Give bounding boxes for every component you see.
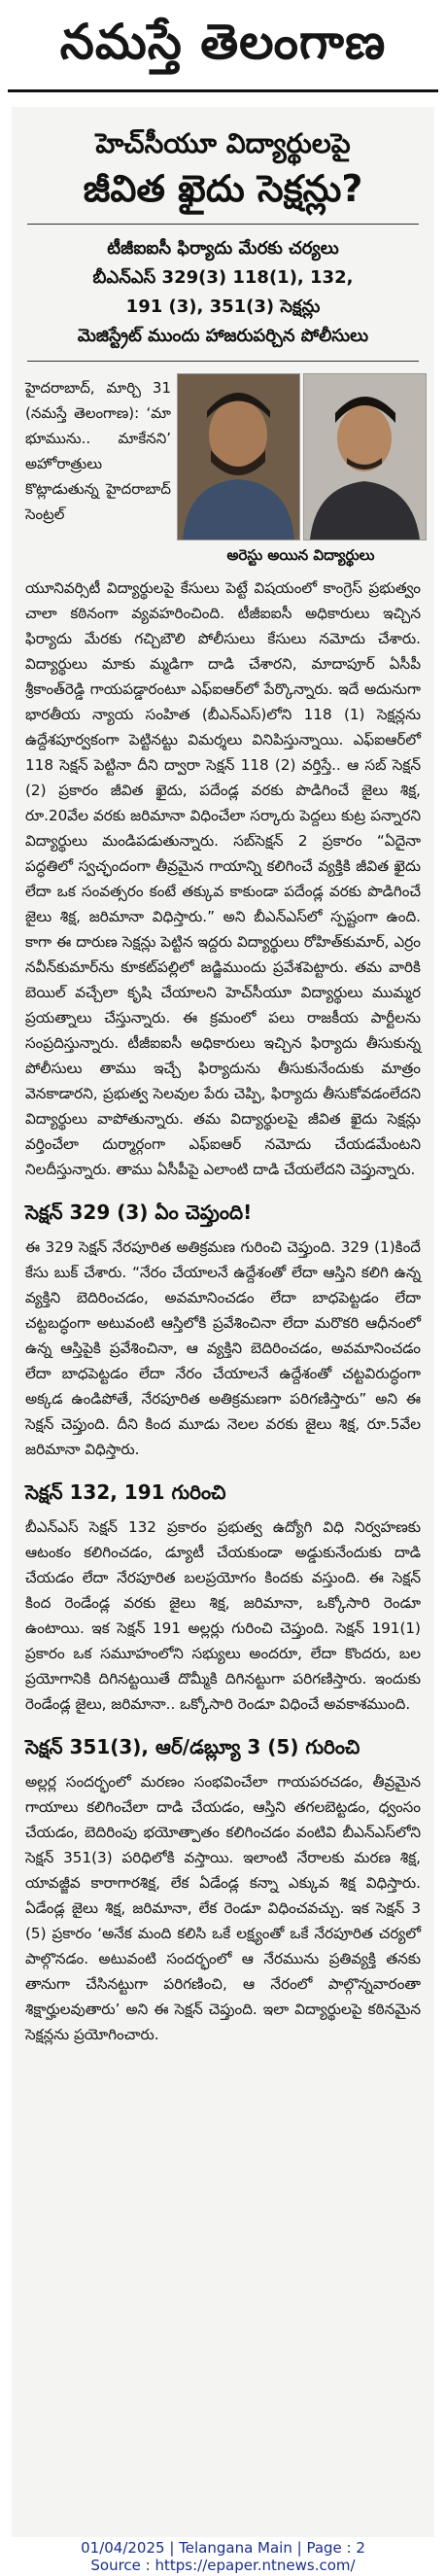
section-heading: సెక్షన్‌ 132, 191 గురించి bbox=[25, 1480, 226, 1504]
headline bbox=[21, 124, 425, 214]
section-body bbox=[25, 1769, 421, 2047]
person-1-icon bbox=[178, 374, 299, 540]
body-paragraph: యూనివర్సిటీ విద్యార్థులపై కేసులు పెట్టే విషయంలో కాంగ్రెస్‌ ప్రభుత్వం చాలా కఠినంగా వ్యవహరించింది. టీజీఐఐసీ అధికారులు ఇచ్చిన ఫిర్యాదు మేరకు గచ్చిబౌలి పోలీసులు కేసులు నమోదు చేశారు. విద్యార్థులు మాకు మ్మడిగా దాడి చేశారని, మాదాపూర్‌ ఏసీపీ శ్రీకాంత్‌రెడ్డి గాయపడ్డారంటూ ఎఫ్‌ఐఆర్‌లో పేర్కొన్నారు. ఇదే అదునుగా భారతీయ న్యాయ సంహిత (బీఎన్‌ఎస్‌)లోని 118 (1) సెక్షన్లను ఉద్దేశపూర్వకంగా పెట్టినట్టు విమర్శలు వినిపిస్తున్నాయి. ఎఫ్‌ఐఆర్‌లో 118 సెక్షన్‌ పెట్టినా దీని ద్వారా సెక్షన్‌ 118 (2) వర్తిస్తే.. ఆ సబ్‌ సెక్షన్‌ (2) ప్రకారం జీవిత ఖైదు, పదేండ్ల వరకు పొడిగించే జైలు శిక్ష, రూ.20వేల వరకు జరిమానా విధించేలా సర్కారు పెద్దలు కుట్ర పన్నారని విద్యార్థులు మండిపడుతున్నారు. సబ్‌సెక్షన్‌ 2 ప్రకారం “ఏదైనా పద్ధతిలో స్వచ్ఛందంగా తీవ్రమైన గాయాన్ని కలిగించే వ్యక్తికి జీవిత ఖైదు లేదా ఒక సంవత్సరం కంటే తక్కువ కాకుండా పదేండ్ల వరకు పొడిగించే జైలు శిక్ష, జరిమానా విధిస్తారు.” అని బీఎన్‌ఎస్‌లో స్పష్టంగా ఉంది. కాగా ఈ దారుణ సెక్షన్లు పెట్టిన ఇద్దరు విద్యార్థులు రోహిత్‌కుమార్‌, ఎర్రం నవీన్‌కుమార్‌ను కూకట్‌పల్లిలో జడ్జిముందు ప్రవేశపెట్టారు. తమ వారికి బెయిల్‌ వచ్చేలా కృషి చేయాలని హెచ్‌సీయూ విద్యార్థులు ముమ్మర ప్రయత్నాలు చేస్తున్నారు. ఈ క్రమంలో పలు రాజకీయ పార్టీలను సంప్రదిస్తున్నారు. టీజీఐఐసీ అధికారులు ఇచ్చిన ఫిర్యాదు తీసుకున్న పోలీసులు తాము ఇచ్చే ఫిర్యాదును తీసుకునేందుకు మాత్రం వెనకాడారని, ప్రభుత్వ సెలవుల పేరు చెప్పి, ఫిర్యాదు తీసుకోవడంలేదని విద్యార్థులు వాపోతున్నారు. తమ విద్యార్థులపై జీవిత ఖైదు సెక్షన్లు వర్తించేలా దుర్మార్గంగా ఎఫ్‌ఐఆర్‌ నమోదు చేయడమేంటని నిలదీస్తున్నారు. తాము ఏసీపీపై ఎలాంటి దాడి చేయలేదని చెప్తున్నారు. bbox=[25, 579, 421, 1178]
lead-block bbox=[21, 371, 425, 575]
headline-divider bbox=[27, 224, 419, 225]
photo-caption: అరెస్టు అయిన విద్యార్థులు bbox=[226, 546, 375, 564]
masthead bbox=[8, 6, 438, 92]
deck-line: టీజీఐఐసీ ఫిర్యాదు మేరకు చర్యలు bbox=[107, 238, 339, 259]
headline-line-2: జీవిత ఖైదు సెక్షన్లు? bbox=[83, 167, 363, 210]
deck-line: బీఎన్‌ఎస్‌ 329(3) 118(1), 132, bbox=[92, 267, 354, 288]
section-heading: సెక్షన్‌ 329 (3) ఏం చెప్తుంది! bbox=[25, 1201, 253, 1224]
news-clipping bbox=[12, 107, 434, 2537]
page-footer bbox=[0, 2539, 446, 2574]
body-paragraph: ఈ 329 సెక్షన్‌ నేరపూరిత అతిక్రమణ గురించి చెప్తుంది. 329 (1)కిందే కేసు బుక్‌ చేశారు. “నేరం చేయాలనే ఉద్దేశంతో లేదా ఆస్తిని కలిగి ఉన్న వ్యక్తిని బెదిరించడం, అవమానించడం లేదా బాధపెట్టడం లేదా చట్టబద్ధంగా అటువంటి ఆస్తిలోకి ప్రవేశించినా లేదా మరొకరి ఆధీనంలో ఉన్న ఆస్తిపైకి ప్రవేశించినా, ఆ వ్యక్తిని బెదిరించడం, అవమానించడం లేదా బాధపెట్టడం లేదా నేరం చేయాలనే ఉద్దేశంతో చట్టవిరుద్ధంగా అక్కడ ఉండిపోతే, నేరపూరిత అతిక్రమణగా పరిగణిస్తారు” అని ఈ సెక్షన్‌ చెప్తుంది. దీని కింద మూడు నెలల వరకు జైలు శిక్ష, రూ.5వేల జరిమానా విధిస్తారు. bbox=[25, 1238, 421, 1458]
masthead-title: నమస్తే తెలంగాణ bbox=[59, 13, 387, 70]
deck bbox=[27, 234, 419, 351]
student-photo-2 bbox=[303, 373, 427, 540]
person-2-icon bbox=[304, 374, 426, 540]
body-paragraph: అల్లర్ల సందర్భంలో మరణం సంభవించేలా గాయపరచడం, తీవ్రమైన గాయాలు కలిగించేలా దాడి చేయడం, ఆస్తిని తగలబెట్టడం, ధ్వంసం చేయడం, బెదిరింపు భయోత్పాతం కలిగించడం వంటివి బీఎన్‌ఎస్‌లోని సెక్షన్‌ 351(3) పరిధిలోకి వస్తాయి. ఇలాంటి నేరాలకు మరణ శిక్ష, యావజ్జీవ కారాగారశిక్ష, లేక ఏడేండ్ల కన్నా ఎక్కువ శిక్ష విధిస్తారు. ఏడేండ్ల జైలు శిక్ష, జరిమానా, లేక రెండూ విధించవచ్చు. ఇక సెక్షన్‌ 3 (5) ప్రకారం ‘అనేక మంది కలిసి ఒకే లక్ష్యంతో ఒకే నేరపూరిత చర్యలో పాల్గొనడం. అటువంటి సందర్భంలో ఆ నేరమును ప్రతివ్యక్తి తనకు తానుగా చేసినట్టుగా పరిగణించి, ఆ నేరంలో పాల్గొన్నవారంతా శిక్షార్హులవుతారు’ అని ఈ సెక్షన్‌ చెప్తుంది. ఇలా విద్యార్థులపై కఠినమైన సెక్షన్లను ప్రయోగించారు. bbox=[25, 1773, 421, 2043]
headline-line-1: హెచ్‌సీయూ విద్యార్థులపై bbox=[95, 127, 351, 159]
deck-line: మెజిస్ట్రేట్‌ ముందు హాజరుపర్చిన పోలీసులు bbox=[77, 326, 369, 346]
student-photo-1 bbox=[177, 373, 300, 540]
article-body bbox=[25, 575, 421, 1182]
body-paragraph: బీఎన్‌ఎస్‌ సెక్షన్‌ 132 ప్రకారం ప్రభుత్వ ఉద్యోగి విధి నిర్వహణకు ఆటంకం కలిగించడం, డ్యూటీ చేయకుండా అడ్డుకునేందుకు దాడి చేయడం లేదా నేరపూరిత బలప్రయోగం కిందకు వస్తుంది. ఈ సెక్షన్‌ కింద రెండేండ్ల వరకు జైలు శిక్ష, జరిమానా, ఒక్కోసారి రెండూ ఉంటాయి. ఇక సెక్షన్‌ 191 అల్లర్లు గురించి చెప్తుంది. సెక్షన్‌ 191(1) ప్రకారం ఒక సమూహంలోని సభ్యులు అందరూ, లేదా కొందరు, బల ప్రయోగానికి దిగినట్టయితే దొమ్మీకి దిగినట్టుగా పరిగణిస్తారు. ఇందుకు రెండేండ్ల జైలు, జరిమానా.. ఒక్కోసారి రెండూ విధించే అవకాశముంది. bbox=[25, 1518, 421, 1713]
section-body bbox=[25, 1514, 421, 1717]
section-heading: సెక్షన్‌ 351(3), ఆర్‌/డబ్ల్యూ 3 (5) గురించి bbox=[25, 1735, 360, 1758]
footer-edition-line: 01/04/2025 | Telangana Main | Page : 2 bbox=[81, 2539, 365, 2557]
deck-divider bbox=[27, 361, 419, 362]
deck-line: 191 (3), 351(3) సెక్షన్లు bbox=[125, 296, 321, 317]
section-body bbox=[25, 1235, 421, 1462]
photo-group bbox=[177, 373, 425, 568]
lead-paragraph: హైదరాబాద్‌, మార్చి 31 (నమస్తే తెలంగాణ): ‘మా భూమును.. మాకేనని’ అహోరాత్రులు కొట్లాడుతున్న హైదరాబాద్‌ సెంట్రల్‌ bbox=[25, 379, 171, 523]
footer-source-link[interactable]: Source : https://epaper.ntnews.com/ bbox=[90, 2557, 356, 2574]
